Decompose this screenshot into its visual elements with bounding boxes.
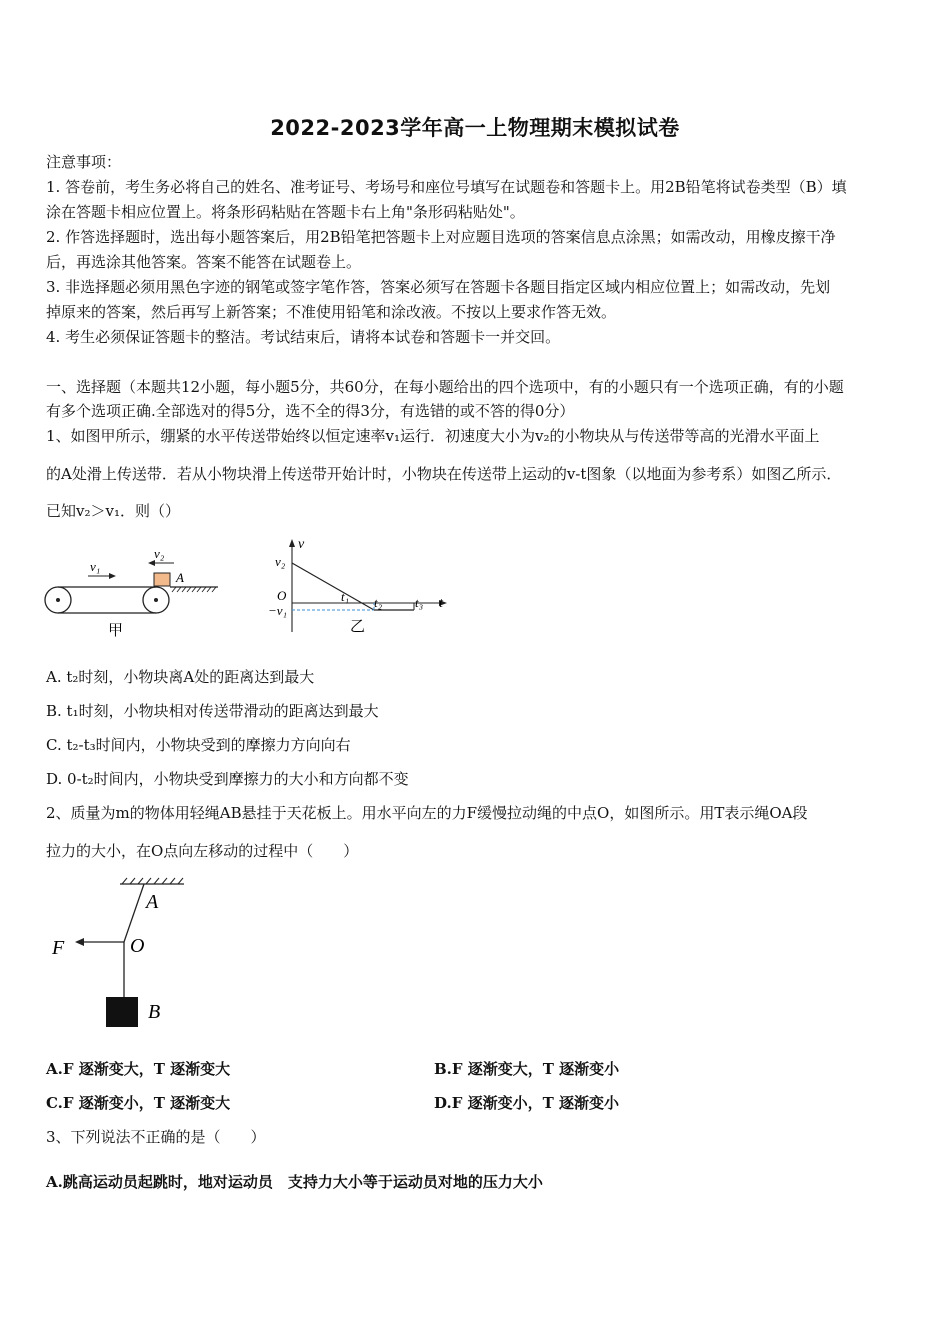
v1-label: v₁ — [90, 559, 101, 574]
figure-caption: 乙 — [350, 619, 366, 635]
rope-figure — [44, 872, 194, 1032]
page-title: 2022-2023学年高一上物理期末模拟试卷 — [270, 116, 680, 140]
notice-line: 2. 作答选择题时，选出每小题答案后，用2B铅笔把答题卡上对应题目选项的答案信息点涂黑；如需改动，用橡皮擦干净 — [46, 228, 836, 246]
question-2-stem: 拉力的大小，在O点向左移动的过程中（ ） — [46, 842, 359, 860]
force-f-label: F — [52, 937, 65, 959]
t3-tick: t₃ — [415, 595, 424, 610]
conveyor-belt-figure — [40, 540, 230, 640]
question-1-option-a: A. t₂时刻，小物块离A处的距离达到最大 — [46, 668, 315, 686]
vt-graph-figure — [262, 535, 457, 640]
figure-caption: 甲 — [108, 623, 124, 639]
notice-line: 3. 非选择题必须用黑色字迹的钢笔或签字笔作答，答案必须写在答题卡各题目指定区域内相应位置上；如需改动，先划 — [46, 278, 831, 296]
question-1-stem: 的A处滑上传送带．若从小物块滑上传送带开始计时，小物块在传送带上运动的v-t图象（以地面为参考系）如图乙所示． — [46, 465, 842, 483]
t1-tick: t₁ — [341, 589, 350, 604]
notice-heading: 注意事项： — [46, 153, 122, 171]
notice-line: 涂在答题卡相应位置上。将条形码粘贴在答题卡右上角"条形码粘贴处"。 — [46, 203, 525, 221]
v2-tick: v₂ — [275, 554, 286, 569]
neg-v1-tick: −v₁ — [268, 603, 288, 618]
notice-line: 1. 答卷前，考生务必将自己的姓名、准考证号、考场号和座位号填写在试题卷和答题卡上。用2B铅笔将试卷类型（B）填 — [46, 178, 847, 196]
section-header: 有多个选项正确.全部选对的得5分，选不全的得3分，有选错的或不答的得0分） — [46, 402, 575, 420]
question-1-option-c: C. t₂-t₃时间内，小物块受到的摩擦力方向向右 — [46, 736, 351, 754]
v2-label: v₂ — [154, 546, 165, 561]
question-1-option-d: D. 0-t₂时间内，小物块受到摩擦力的大小和方向都不变 — [46, 770, 409, 788]
notice-line: 4. 考生必须保证答题卡的整洁。考试结束后，请将本试卷和答题卡一并交回。 — [46, 328, 561, 346]
question-2-option-d: D.F 逐渐变小，T 逐渐变小 — [434, 1094, 619, 1112]
notice-line: 后，再选涂其他答案。答案不能答在试题卷上。 — [46, 253, 362, 271]
question-3-option-a: A.跳高运动员起跳时，地对运动员 支持力大小等于运动员对地的压力大小 — [46, 1173, 543, 1191]
t2-tick: t₂ — [374, 595, 383, 610]
question-3-stem: 3、下列说法不正确的是（ ） — [46, 1128, 266, 1146]
point-a-label: A — [176, 570, 184, 585]
question-1-option-b: B. t₁时刻，小物块相对传送带滑动的距离达到最大 — [46, 702, 379, 720]
point-o-label: O — [130, 935, 145, 957]
question-2-option-b: B.F 逐渐变大，T 逐渐变小 — [434, 1060, 620, 1078]
question-2-option-a: A.F 逐渐变大，T 逐渐变大 — [46, 1060, 231, 1078]
question-1-stem: 1、如图甲所示，绷紧的水平传送带始终以恒定速率v₁运行．初速度大小为v₂的小物块从与传送带等高的光滑水平面上 — [46, 427, 820, 445]
section-header: 一、选择题（本题共12小题，每小题5分，共60分，在每小题给出的四个选项中，有的小题只有一个选项正确，有的小题 — [46, 378, 844, 396]
block-b — [106, 997, 138, 1027]
point-a-label: A — [146, 891, 159, 913]
block — [154, 573, 170, 586]
block-b-label: B — [148, 1001, 161, 1023]
question-2-stem: 2、质量为m的物体用轻绳AB悬挂于天花板上。用水平向左的力F缓慢拉动绳的中点O，如图所示。用T表示绳OA段 — [46, 804, 808, 822]
v-axis-label: v — [298, 537, 305, 552]
question-1-stem: 已知v₂＞v₁．则（） — [46, 502, 180, 520]
question-2-option-c: C.F 逐渐变小，T 逐渐变大 — [46, 1094, 231, 1112]
t-axis-label: t — [439, 596, 443, 611]
origin-label: O — [277, 588, 287, 603]
notice-line: 掉原来的答案，然后再写上新答案；不准使用铅笔和涂改液。不按以上要求作答无效。 — [46, 303, 617, 321]
